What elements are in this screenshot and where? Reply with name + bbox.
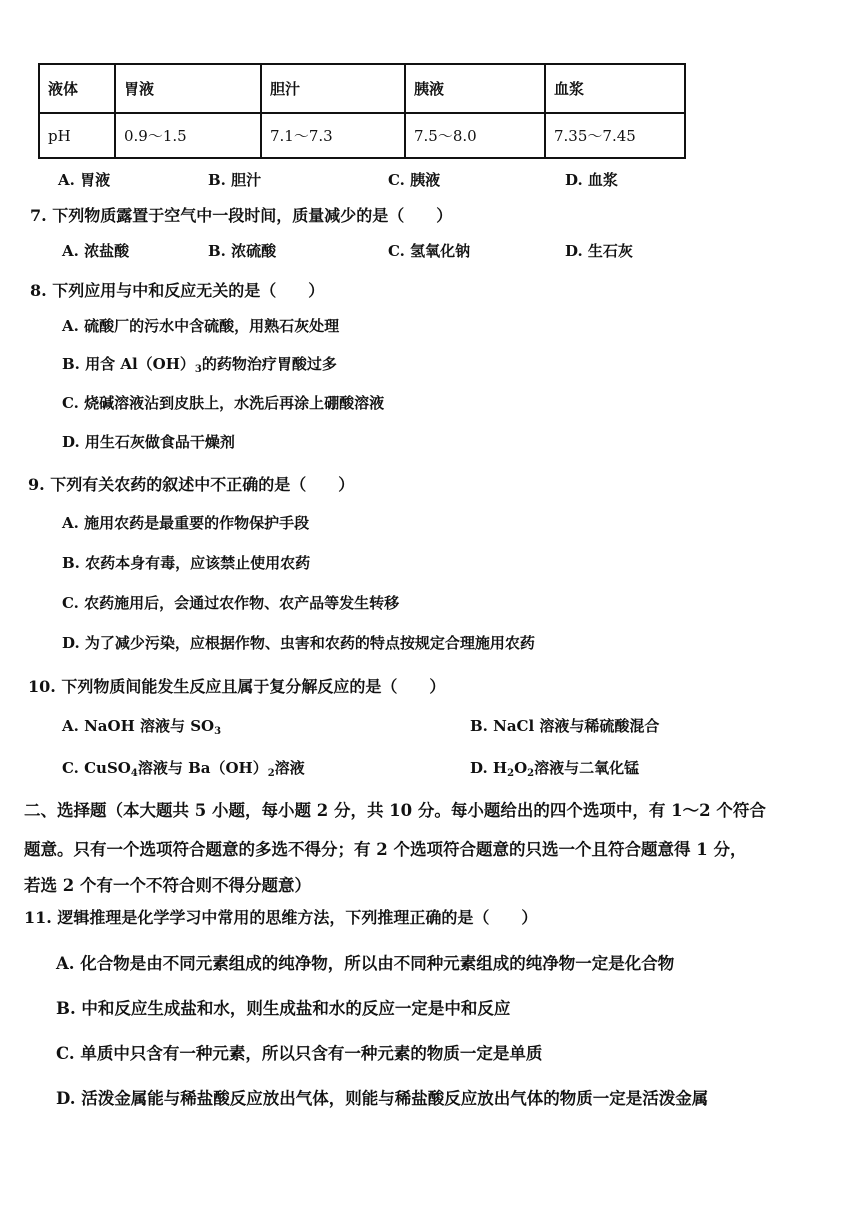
q6-option-a: A. 胃液 [58, 171, 111, 189]
q8-option-a: A. 硫酸厂的污水中含硫酸，用熟石灰处理 [62, 317, 340, 335]
q10-option-c-subscript: 4 [130, 768, 138, 779]
q10-option-b: B. NaCl 溶液与稀硫酸混合 [470, 717, 660, 735]
q6-option-c: C. 胰液 [388, 171, 441, 189]
q11-option-c: C. 单质中只含有一种元素，所以只含有一种元素的物质一定是单质 [56, 1044, 543, 1063]
q8-option-b-subscript: 3 [194, 364, 202, 375]
q10-option-c-tail: 溶液 [274, 759, 305, 777]
section2-heading-line3: 若选 2 个有一个不符合则不得分题意） [24, 876, 311, 895]
q10-option-d-text2: O [514, 759, 528, 777]
q10-option-a-subscript: 3 [214, 726, 222, 737]
q11-option-d: D. 活泼金属能与稀盐酸反应放出气体，则能与稀盐酸反应放出气体的物质一定是活泼金属 [56, 1089, 709, 1108]
q7-option-a: A. 浓盐酸 [62, 242, 130, 260]
q7-option-b: B. 浓硫酸 [208, 242, 277, 260]
q11-option-a: A. 化合物是由不同元素组成的纯净物，所以由不同种元素组成的纯净物一定是化合物 [56, 954, 675, 973]
ph-table-cell: 0.9～1.5 [115, 113, 261, 158]
q10-option-d-text: D. H [470, 759, 508, 777]
q8-option-d: D. 用生石灰做食品干燥剂 [62, 433, 235, 451]
q10-option-c-subscript2: 2 [267, 768, 275, 779]
section2-heading-line1: 二、选择题（本大题共 5 小题，每小题 2 分，共 10 分。每小题给出的四个选项中，有 1～2 个符合 [24, 801, 766, 820]
ph-table-cell: 7.1～7.3 [261, 113, 405, 158]
q9-stem: 9. 下列有关农药的叙述中不正确的是（ ） [28, 475, 355, 494]
q10-option-c [62, 757, 305, 779]
ph-table-header-cell: 血浆 [545, 64, 685, 113]
ph-table-header-cell: 胆汁 [261, 64, 405, 113]
ph-table-cell: 7.5～8.0 [405, 113, 545, 158]
ph-table-cell: 7.35～7.45 [545, 113, 685, 158]
q6-option-d: D. 血浆 [565, 171, 618, 189]
q9-option-d: D. 为了减少污染，应根据作物、虫害和农药的特点按规定合理施用农药 [62, 634, 535, 652]
q10-option-d-tail: 溶液与二氧化锰 [534, 759, 640, 777]
q7-option-c: C. 氢氧化钠 [388, 242, 471, 260]
q10-option-d [470, 757, 639, 779]
q9-option-c: C. 农药施用后，会通过农作物、农产品等发生转移 [62, 594, 400, 612]
ph-table-value-row [39, 113, 685, 158]
q10-stem: 10. 下列物质间能发生反应且属于复分解反应的是（ ） [28, 677, 446, 696]
q7-stem: 7. 下列物质露置于空气中一段时间，质量减少的是（ ） [30, 206, 453, 225]
q8-option-c: C. 烧碱溶液沾到皮肤上，水洗后再涂上硼酸溶液 [62, 394, 385, 412]
q10-option-c-text2: 溶液与 Ba（OH） [137, 759, 268, 777]
q10-option-d-subscript: 2 [507, 768, 515, 779]
q8-option-b [62, 353, 337, 375]
q10-option-a-text: A. NaOH 溶液与 SO [62, 717, 215, 735]
q9-option-b: B. 农药本身有毒，应该禁止使用农药 [62, 554, 311, 572]
q8-option-b-tail: 的药物治疗胃酸过多 [201, 355, 337, 373]
q8-stem: 8. 下列应用与中和反应无关的是（ ） [30, 281, 325, 300]
ph-table-header-cell: 胃液 [115, 64, 261, 113]
q7-option-d: D. 生石灰 [565, 242, 633, 260]
ph-table-header-cell: 胰液 [405, 64, 545, 113]
ph-table [38, 63, 686, 159]
q11-stem: 11. 逻辑推理是化学学习中常用的思维方法，下列推理正确的是（ ） [24, 908, 538, 927]
q11-option-b: B. 中和反应生成盐和水，则生成盐和水的反应一定是中和反应 [56, 999, 511, 1018]
q9-option-a: A. 施用农药是最重要的作物保护手段 [62, 514, 310, 532]
ph-table-cell: pH [39, 113, 115, 158]
q10-option-c-text: C. CuSO [62, 759, 131, 777]
section2-heading-line2: 题意。只有一个选项符合题意的多选不得分；有 2 个选项符合题意的只选一个且符合题意得 1 分， [24, 840, 747, 859]
q10-option-d-subscript2: 2 [527, 768, 535, 779]
q8-option-b-text: B. 用含 Al（OH） [62, 355, 195, 373]
ph-table-header-row [39, 64, 685, 113]
q6-option-b: B. 胆汁 [208, 171, 262, 189]
q10-option-a [62, 715, 221, 737]
ph-table-header-cell: 液体 [39, 64, 115, 113]
